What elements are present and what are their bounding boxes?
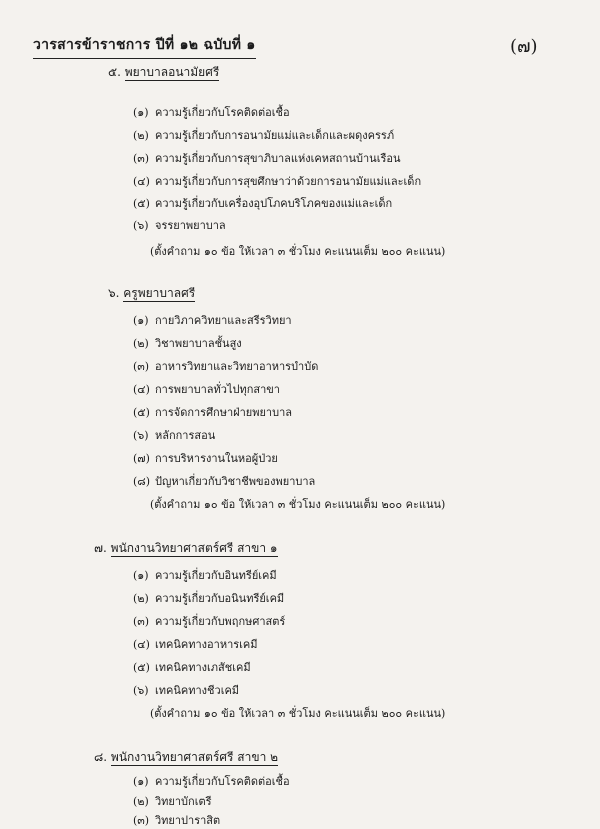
list-item xyxy=(133,635,258,653)
exam-note: (ตั้งคำถาม ๑๐ ข้อ ให้เวลา ๓ ชั่วโมง คะแนนเต็ม ๒๐๐ คะแนน) xyxy=(150,245,446,258)
list-item xyxy=(133,403,292,421)
item-text: ความรู้เกี่ยวกับโรคติดต่อเชื้อ xyxy=(155,106,290,119)
page-number: (๗) xyxy=(510,36,538,57)
item-text: วิทยาปาราสิต xyxy=(155,814,221,827)
section-number: ๘. xyxy=(94,750,108,764)
list-item xyxy=(133,566,277,584)
item-number: (๑) xyxy=(133,314,149,327)
item-number: (๕) xyxy=(133,661,150,674)
item-number: (๑) xyxy=(133,569,149,582)
list-item xyxy=(133,380,280,398)
list-item xyxy=(133,681,239,699)
section-title xyxy=(108,63,219,82)
list-item xyxy=(133,194,392,212)
list-item xyxy=(133,449,278,467)
list-item xyxy=(133,334,242,352)
item-number: (๘) xyxy=(133,475,151,488)
item-text: จรรยาพยาบาล xyxy=(155,219,226,232)
item-number: (๓) xyxy=(133,814,150,827)
item-text: ความรู้เกี่ยวกับการสุขศึกษาว่าด้วยการอนามัยแม่และเด็ก xyxy=(155,175,422,188)
list-item xyxy=(133,149,401,167)
item-text: เทคนิคทางเภสัชเคมี xyxy=(155,661,251,674)
journal-title: วารสารข้าราชการ ปีที่ ๑๒ ฉบับที่ ๑ xyxy=(33,37,256,53)
item-number: (๓) xyxy=(133,152,150,165)
list-item xyxy=(133,589,284,607)
list-item xyxy=(133,792,212,810)
item-number: (๔) xyxy=(133,175,150,188)
section-name: พนักงานวิทยาศาสตร์ศรี สาขา ๑ xyxy=(110,541,278,555)
list-item xyxy=(133,103,290,121)
item-number: (๑) xyxy=(133,775,149,788)
item-text: การจัดการศึกษาฝ่ายพยาบาล xyxy=(155,406,292,419)
section-name: พยาบาลอนามัยศรี xyxy=(124,65,220,79)
item-text: การพยาบาลทั่วไปทุกสาขา xyxy=(155,383,280,396)
item-text: เทคนิคทางอาหารเคมี xyxy=(155,638,258,651)
item-number: (๑) xyxy=(133,106,149,119)
item-text: วิชาพยาบาลชั้นสูง xyxy=(155,337,242,350)
item-number: (๕) xyxy=(133,197,150,210)
item-text: อาหารวิทยาและวิทยาอาหารบำบัด xyxy=(155,360,319,373)
item-number: (๖) xyxy=(133,429,149,442)
item-number: (๓) xyxy=(133,360,150,373)
item-number: (๓) xyxy=(133,615,150,628)
section-name: ครูพยาบาลศรี xyxy=(123,286,196,300)
list-item xyxy=(133,472,315,490)
list-item xyxy=(133,126,394,144)
item-number: (๖) xyxy=(133,684,149,697)
list-item xyxy=(133,612,285,630)
section-title xyxy=(94,748,278,767)
list-item xyxy=(133,811,220,829)
exam-note: (ตั้งคำถาม ๑๐ ข้อ ให้เวลา ๓ ชั่วโมง คะแนนเต็ม ๒๐๐ คะแนน) xyxy=(150,707,446,720)
item-text: ความรู้เกี่ยวกับเครื่องอุปโภคบริโภคของแม่และเด็ก xyxy=(155,197,393,210)
exam-note: (ตั้งคำถาม ๑๐ ข้อ ให้เวลา ๓ ชั่วโมง คะแนนเต็ม ๒๐๐ คะแนน) xyxy=(150,498,446,511)
item-text: ปัญหาเกี่ยวกับวิชาชีพของพยาบาล xyxy=(155,475,316,488)
item-text: ความรู้เกี่ยวกับพฤกษศาสตร์ xyxy=(155,615,286,628)
item-number: (๕) xyxy=(133,406,150,419)
item-number: (๔) xyxy=(133,638,150,651)
item-number: (๒) xyxy=(133,592,149,605)
item-number: (๖) xyxy=(133,219,149,232)
item-text: เทคนิคทางชีวเคมี xyxy=(155,684,240,697)
list-item xyxy=(133,357,318,375)
list-item xyxy=(133,426,215,444)
item-text: ความรู้เกี่ยวกับอินทรีย์เคมี xyxy=(155,569,277,582)
item-number: (๔) xyxy=(133,383,150,396)
item-text: ความรู้เกี่ยวกับการอนามัยแม่และเด็กและผดุงครรภ์ xyxy=(155,129,395,142)
list-item xyxy=(133,658,251,676)
section-name: พนักงานวิทยาศาสตร์ศรี สาขา ๒ xyxy=(110,750,279,764)
journal-header xyxy=(33,34,256,56)
item-text: วิทยาบักเตรี xyxy=(155,795,212,808)
section-number: ๕. xyxy=(108,65,121,79)
section-number: ๗. xyxy=(94,541,107,555)
item-text: ความรู้เกี่ยวกับการสุขาภิบาลแห่งเคหสถานบ้านเรือน xyxy=(155,152,401,165)
list-item xyxy=(133,216,226,234)
item-number: (๒) xyxy=(133,129,149,142)
header-underline xyxy=(33,58,256,59)
list-item xyxy=(133,172,421,190)
item-text: ความรู้เกี่ยวกับโรคติดต่อเชื้อ xyxy=(155,775,290,788)
item-text: ความรู้เกี่ยวกับอนินทรีย์เคมี xyxy=(155,592,285,605)
section-number: ๖. xyxy=(108,286,120,300)
section-title xyxy=(94,539,278,558)
item-number: (๒) xyxy=(133,795,149,808)
item-text: การบริหารงานในหอผู้ป่วย xyxy=(155,452,278,465)
list-item xyxy=(133,311,292,329)
list-item xyxy=(133,772,290,790)
item-number: (๒) xyxy=(133,337,149,350)
item-text: กายวิภาควิทยาและสรีรวิทยา xyxy=(155,314,292,327)
item-number: (๗) xyxy=(133,452,150,465)
item-text: หลักการสอน xyxy=(155,429,216,442)
section-title xyxy=(108,284,195,303)
